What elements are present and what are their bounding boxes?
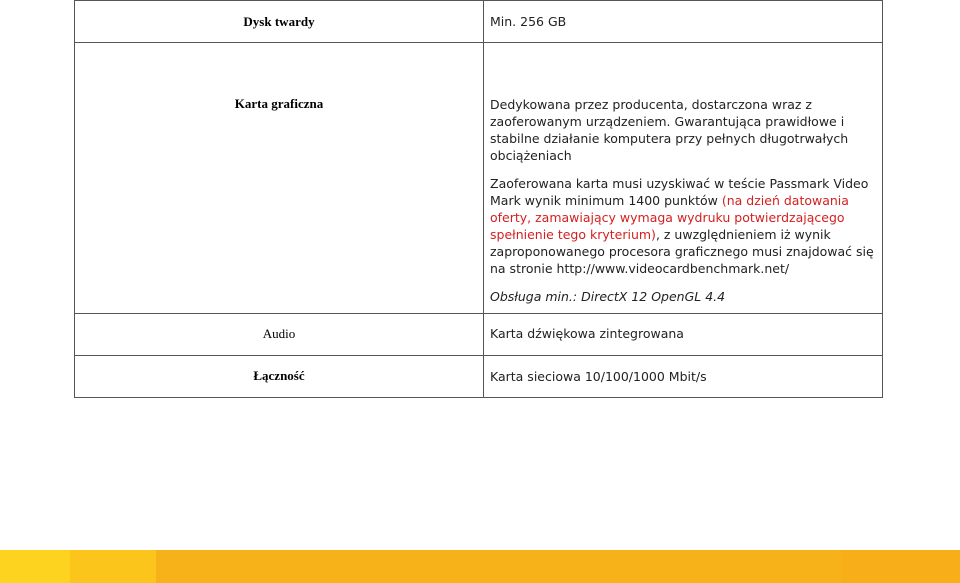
row-value: Karta dźwiękowa zintegrowana xyxy=(484,314,883,356)
row-value: Min. 256 GB xyxy=(484,1,883,43)
benchmark-text-tail: , z uwzględnieniem iż wynik zaproponowanego procesora graficznego musi znajdować się na stronie http://www.videocardbenchmark.net/ xyxy=(490,227,874,276)
benchmark-note-red: (na dzień datowania oferty, zamawiający wymaga wydruku potwierdzającego spełnienie tego kryterium) xyxy=(490,193,849,242)
footer-segment xyxy=(70,550,156,583)
table-row xyxy=(75,356,883,398)
footer-segment xyxy=(0,550,70,583)
table-row xyxy=(75,1,883,43)
row-label: Audio xyxy=(75,314,484,356)
spec-table xyxy=(74,0,883,398)
row-value xyxy=(484,43,883,314)
footer-segment xyxy=(842,550,960,583)
row-value: Karta sieciowa 10/100/1000 Mbit/s xyxy=(484,356,883,398)
gpu-description: Dedykowana przez producenta, dostarczona wraz z zaoferowanym urządzeniem. Gwarantująca prawidłowe i stabilne działanie komputera przy pełnych długotrwałych obciążeniach xyxy=(490,97,849,163)
row-label: Karta graficzna xyxy=(75,43,484,314)
gpu-api-support: Obsługa min.: DirectX 12 OpenGL 4.4 xyxy=(490,289,726,304)
row-label: Łączność xyxy=(75,356,484,398)
row-label: Dysk twardy xyxy=(75,1,484,43)
table-row xyxy=(75,43,883,314)
gpu-benchmark-requirement xyxy=(490,175,876,277)
table-row xyxy=(75,314,883,356)
footer-bar xyxy=(0,550,960,583)
benchmark-text: Zaoferowana karta musi uzyskiwać w teście Passmark Video Mark wynik minimum 1400 punktów xyxy=(490,176,869,208)
